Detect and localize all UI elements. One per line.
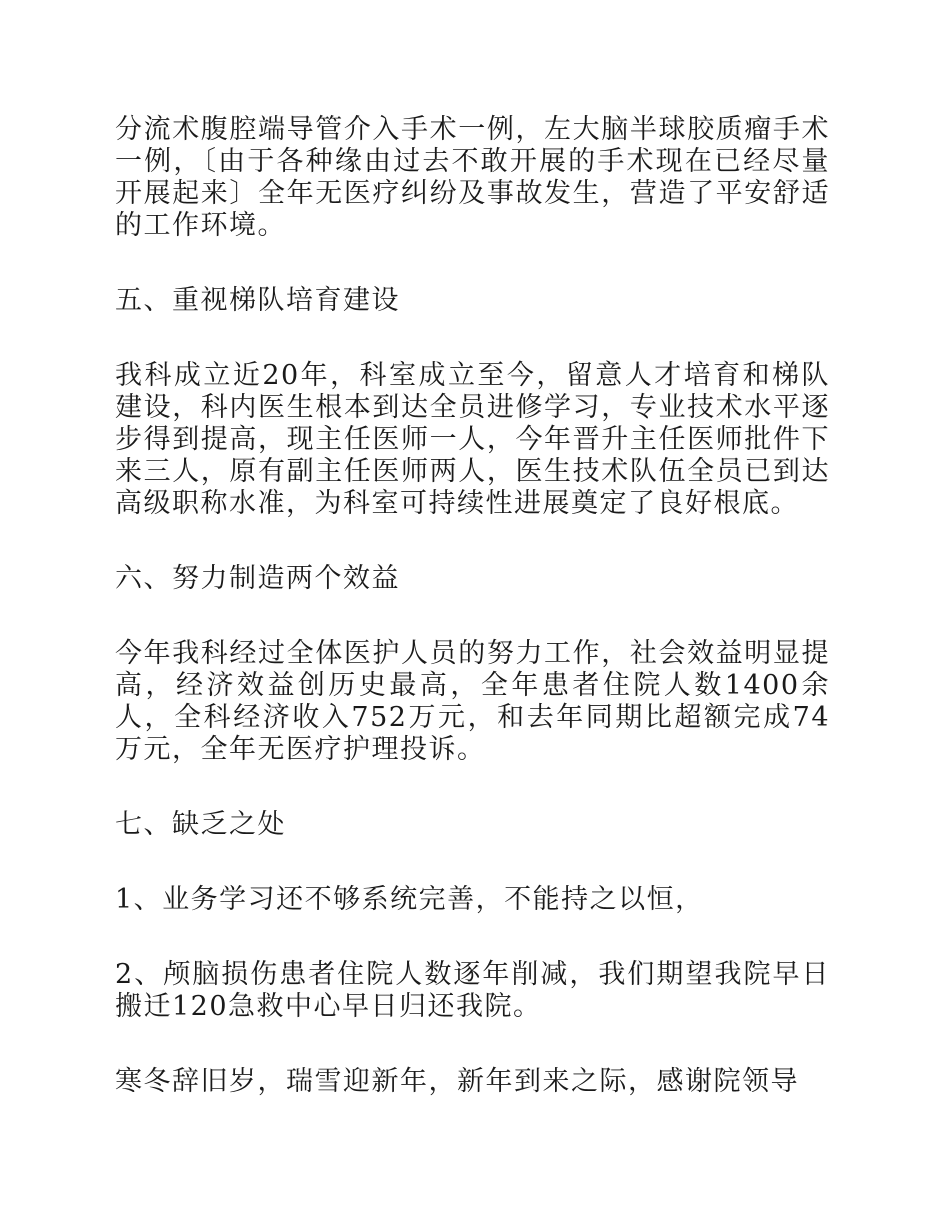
spacer [115,766,830,809]
spacer [115,595,830,638]
paragraph-shortcoming-2: 2、颅脑损伤患者住院人数逐年削减，我们期望我院早日搬迁120急救中心早日归还我院。 [115,959,830,1022]
paragraph-two-benefits: 今年我科经过全体医护人员的努力工作，社会效益明显提高，经济效益创历史最高，全年患者住院人数1400余人，全科经济收入752万元，和去年同期比超额完成74万元，全年无医疗护理投诉。 [115,638,830,765]
spacer [115,916,830,959]
paragraph-closing: 寒冬辞旧岁，瑞雪迎新年，新年到来之际，感谢院领导 [115,1066,799,1097]
heading-shortcomings: 七、缺乏之处 [115,809,286,840]
spacer [115,242,830,285]
paragraph-shortcoming-1: 1、业务学习还不够系统完善，不能持之以恒， [115,884,704,915]
paragraph-surgery-summary: 分流术腹腔端导管介入手术一例，左大脑半球胶质瘤手术一例，〔由于各种缘由过去不敢开展的手术现在已经尽量开展起来〕全年无医疗纠纷及事故发生，营造了平安舒适的工作环境。 [115,114,830,241]
paragraph-team-building: 我科成立近20年，科室成立至今，留意人才培育和梯队建设，科内医生根本到达全员进修学习，专业技术水平逐步得到提高，现主任医师一人，今年晋升主任医师批件下来三人，原有副主任医师两人，医生技术队伍全员已到达高级职称水准，为科室可持续性进展奠定了良好根底。 [115,360,830,519]
document-page [115,114,830,1098]
heading-two-benefits: 六、努力制造两个效益 [115,563,400,594]
spacer [115,317,830,360]
heading-team-building: 五、重视梯队培育建设 [115,285,400,316]
spacer [115,520,830,563]
spacer [115,841,830,884]
spacer [115,1023,830,1066]
